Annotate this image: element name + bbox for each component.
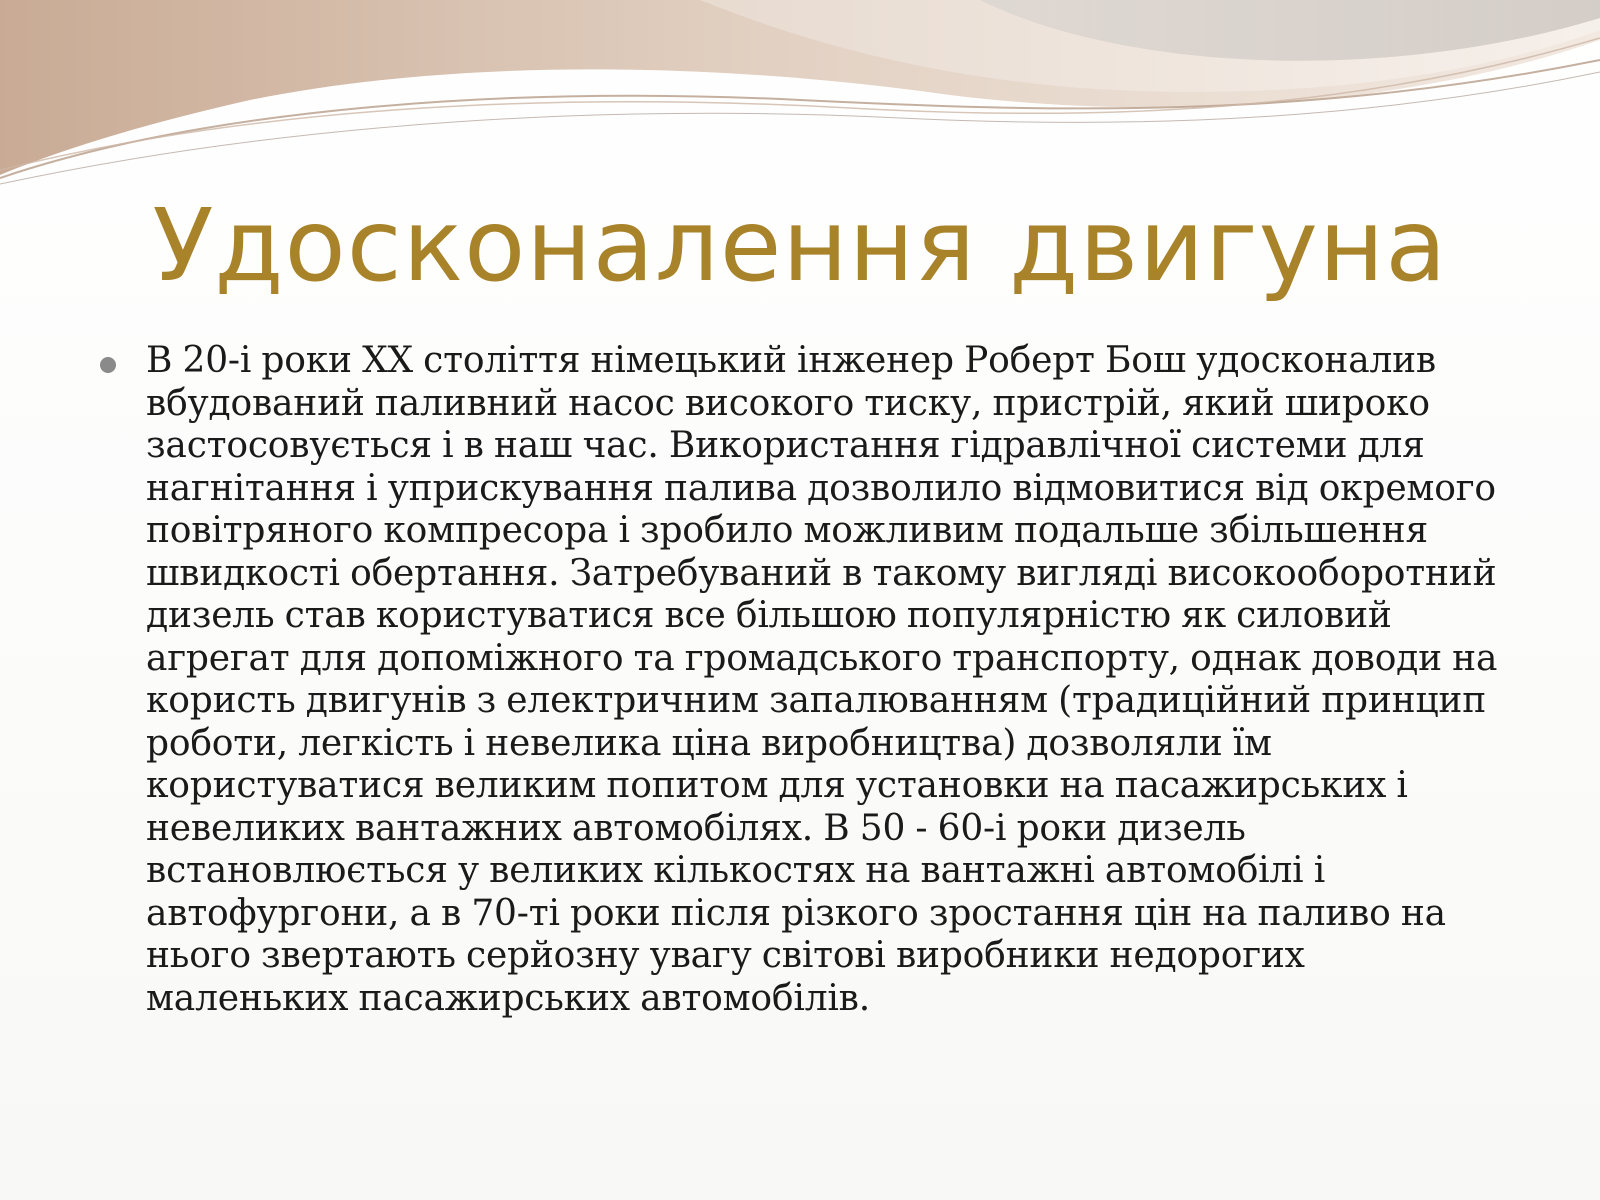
bullet-icon (100, 357, 116, 373)
slide-body-text: В 20-і роки XX століття німецький інженер Роберт Бош удосконалив вбудований паливний насос високого тиску, пристрій, який широко застосовується і в наш час. Використання гідравлічної системи для нагнітання і уприскування палива дозволило відмовитися від окремого повітряного компресора і зробило можливим подальше збільшення швидкості обертання. Затребуваний в такому вигляді високооборотний дизель став користуватися все більшою популярністю як силовий агрегат для допоміжного та громадського транспорту, однак доводи на користь двигунів з електричним запалюванням (традиційний принцип роботи, легкість і невелика ціна виробництва) дозволяли їм користуватися великим попитом для установки на пасажирських і невеликих вантажних автомобілях. В 50 - 60-і роки дизель встановлюється у великих кількостях на вантажні автомобілі і автофургони, а в 70-ті роки після різкого зростання цін на паливо на нього звертають серйозну увагу світові виробники недорогих маленьких пасажирських автомобілів. (146, 340, 1498, 1019)
slide-title: Удосконалення двигуна (152, 187, 1448, 304)
slide-content (96, 340, 1516, 1100)
